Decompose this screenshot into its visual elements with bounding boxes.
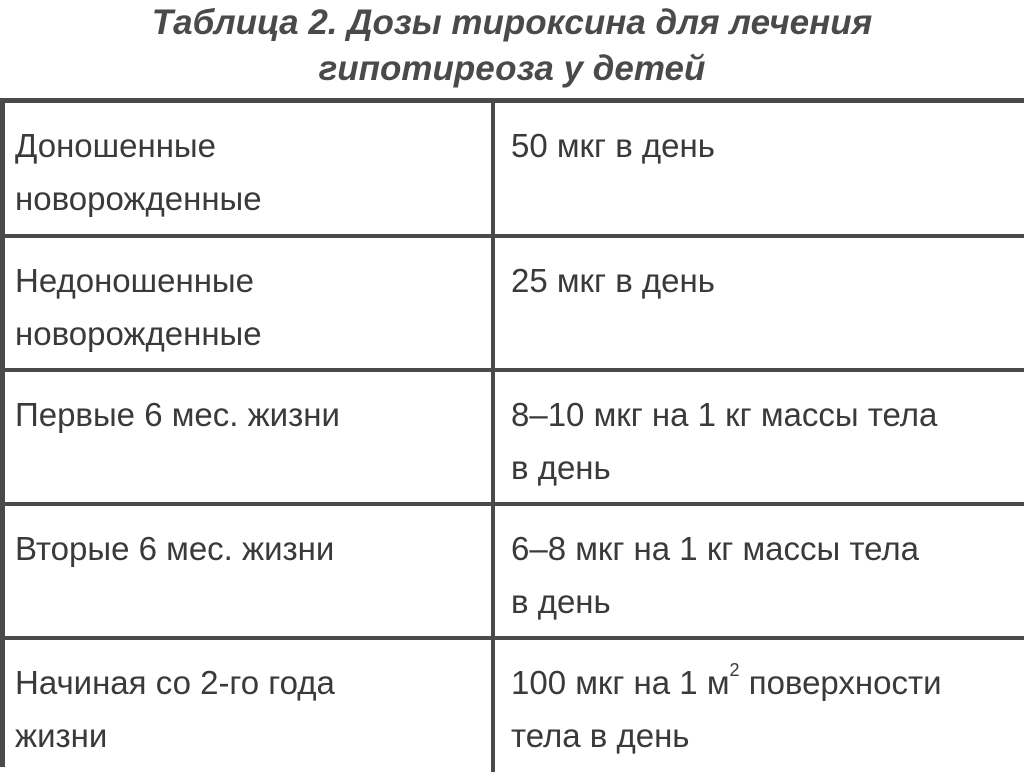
table-row [5,506,1024,640]
cell-text: Вторые 6 мес. жизни [15,530,335,567]
cell-text: Начиная со 2-го года [15,664,335,701]
table-row [5,372,1024,506]
dose-cell [495,238,1024,368]
age-group-cell [5,640,495,772]
cell-text: в день [511,583,611,620]
cell-text: Доношенные [15,127,216,164]
table-title [0,0,1024,92]
table-title-line-2: гипотиреоза у детей [318,49,706,88]
cell-text: 8–10 мкг на 1 кг массы тела [511,396,938,433]
cell-text: в день [511,449,611,486]
dose-cell [495,506,1024,636]
dose-cell [495,372,1024,502]
cell-text: новорожденные [15,180,262,217]
age-group-cell [5,506,495,636]
cell-text: новорожденные [15,315,262,352]
cell-text: жизни [15,717,108,754]
dosage-table [0,98,1024,767]
table-row [5,238,1024,372]
table-title-line-1: Таблица 2. Дозы тироксина для лечения [151,3,873,42]
cell-text: 25 мкг в день [511,262,715,299]
dose-cell [495,103,1024,234]
cell-text [511,656,1023,709]
table-row [5,640,1024,772]
dose-text-prefix: 100 мкг на 1 м [511,664,730,701]
cell-text: Недоношенные [15,262,254,299]
age-group-cell [5,238,495,368]
age-group-cell [5,103,495,234]
superscript-2: 2 [729,660,740,680]
table-row [5,103,1024,238]
dose-cell [495,640,1024,772]
age-group-cell [5,372,495,502]
cell-text: Первые 6 мес. жизни [15,396,340,433]
cell-text: 6–8 мкг на 1 кг массы тела [511,530,920,567]
dose-text-suffix: поверхности [739,664,942,701]
cell-text: 50 мкг в день [511,127,715,164]
cell-text: тела в день [511,717,690,754]
